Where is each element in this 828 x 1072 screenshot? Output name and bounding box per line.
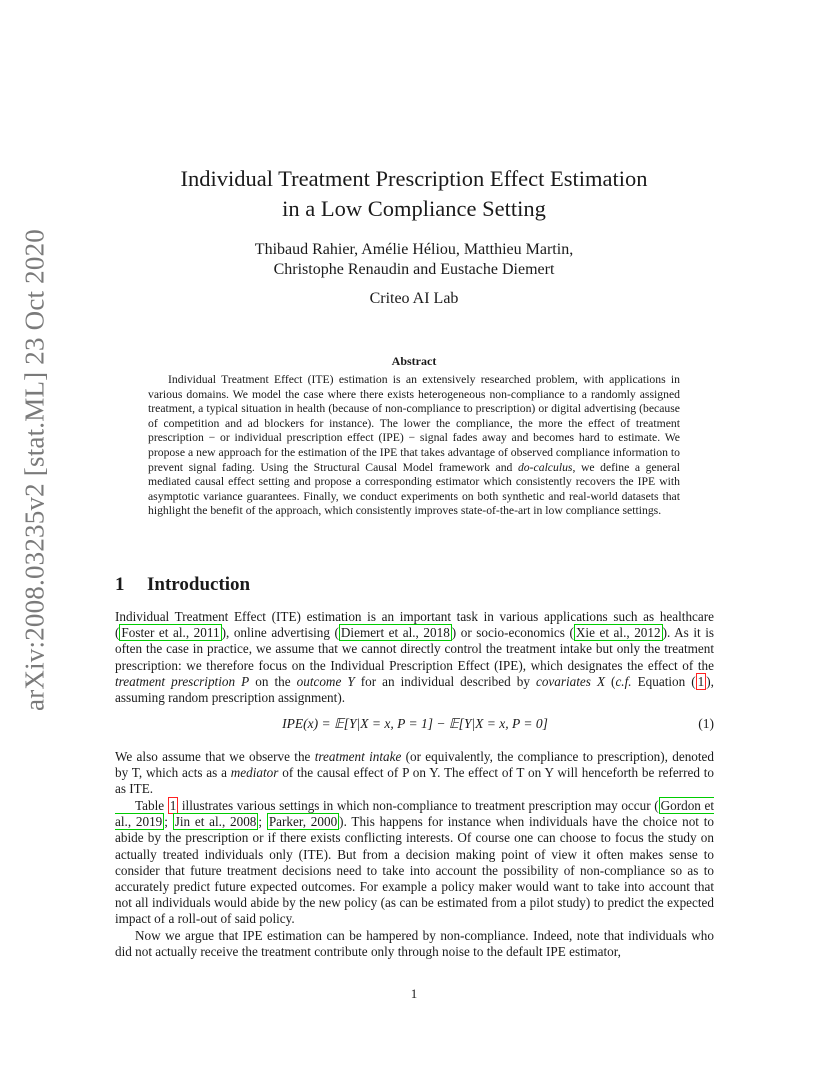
- abstract-body: [148, 373, 680, 519]
- text: We also assume that we observe the: [115, 749, 315, 764]
- citation-link[interactable]: Jin et al., 2008: [174, 814, 257, 830]
- equation-body: IPE(x) = 𝔼[Y|X = x, P = 1] − 𝔼[Y|X = x, P = 0]: [282, 716, 548, 731]
- paper-title: [120, 164, 708, 224]
- text: ). This happens for instance when individuals have the choice not to abide by the prescription or if there exists conflicting interests. Of course one can choose to focus the study on actually treated individuals only (ITE). But from a decision making point of view it often makes sense to consider that future treatment decisions need to take into account the possibility of non-compliance so as to accurately predict future expected outcomes. For example a policy maker would want to take into account that not all individuals would abide by the new policy (as can be estimated from a pilot study) to predict the expected impact of a roll-out of said policy.: [115, 814, 714, 927]
- authors-line-1: Thibaud Rahier, Amélie Héliou, Matthieu Martin,: [254, 241, 574, 258]
- text: Individual Treatment Effect (ITE) estimation is an important task in various applications such as healthcare (: [115, 609, 714, 641]
- title-line-2: in a Low Compliance Setting: [282, 196, 546, 221]
- text: ), online advertising (: [221, 625, 339, 641]
- authors-line-2: Christophe Renaudin and Eustache Diemert: [273, 261, 555, 278]
- section-number: 1: [115, 574, 125, 595]
- abstract-text-b: , we define a general mediated causal effect setting and propose a corresponding estimator which consistently recovers the IPE with asymptotic variance guarantees. Finally, we conduct experiments on both synthetic and real-world datasets that highlight the benefit of the approach, which consistently improves state-of-the-art in low compliance settings.: [148, 460, 680, 518]
- text: on the: [249, 673, 297, 689]
- emphasis: treatment intake: [314, 749, 402, 764]
- citation-link[interactable]: Xie et al., 2012: [575, 625, 661, 641]
- citation-link[interactable]: Foster et al., 2011: [121, 625, 220, 641]
- text: ;: [164, 814, 173, 830]
- text: illustrates various settings in which non-compliance to treatment prescription may occur (: [178, 798, 659, 813]
- intro-paragraph-2: [115, 749, 714, 798]
- equation-number: (1): [698, 716, 714, 731]
- title-line-1: Individual Treatment Prescription Effect Estimation: [180, 166, 648, 191]
- text: ). As it is often the case in practice, we assume that we cannot directly control the treatment intake but only the treatment prescription: we therefore focus on the Individual Prescription Effect (IPE), which designates the effect of the: [115, 625, 715, 673]
- text: (or equivalently, the compliance to prescription), denoted by T, which acts as a: [115, 749, 714, 781]
- citation-link[interactable]: Diemert et al., 2018: [340, 625, 450, 641]
- citation-link[interactable]: Parker, 2000: [268, 814, 338, 830]
- arxiv-identifier: arXiv:2008.03235v2 [stat.ML] 23 Oct 2020: [19, 229, 50, 711]
- author-list: [120, 240, 708, 280]
- table-ref-link[interactable]: 1: [169, 798, 177, 813]
- text: of the causal effect of P on Y. The effect of T on Y will henceforth be referred to as ITE.: [115, 765, 714, 797]
- intro-paragraph-3: [115, 798, 714, 928]
- text: for an individual described by: [354, 673, 536, 689]
- abstract-do-calculus: do-calculus: [517, 460, 573, 474]
- emphasis: treatment prescription P: [115, 673, 250, 689]
- citation-link[interactable]: Gordon et al., 2019: [115, 798, 714, 830]
- text: ), assuming random prescription assignment).: [115, 673, 714, 706]
- equation-ref-link[interactable]: 1: [697, 673, 705, 689]
- section-heading: [115, 574, 250, 596]
- text: ;: [258, 814, 267, 830]
- page-number: 1: [410, 986, 418, 1001]
- arxiv-sidebar: [10, 160, 60, 780]
- text: Equation (: [631, 673, 696, 689]
- emphasis: mediator: [230, 765, 279, 781]
- affiliation: Criteo AI Lab: [369, 290, 459, 307]
- emphasis: c.f.: [615, 673, 632, 689]
- abstract-text-a: Individual Treatment Effect (ITE) estimation is an extensively researched problem, with applications in various domains. We model the case where there exists heterogeneous non-compliance to a randomly assigned treatment, a typical situation in health (because of non-compliance to prescription) or digital advertising (because of competition and ad blockers for instance). The lower the compliance, the more the effect of treatment prescription − or individual prescription effect (IPE) − signal fades away and becomes hard to estimate. We propose a new approach for the estimation of the IPE that takes advantage of observed compliance information to prevent signal fading. Using the Structural Causal Model framework and: [148, 373, 680, 474]
- emphasis: outcome Y: [296, 673, 355, 689]
- text: (: [605, 673, 616, 689]
- intro-paragraph-1: [115, 609, 714, 706]
- intro-paragraph-4: Now we argue that IPE estimation can be hampered by non-compliance. Indeed, note that individuals who did not actually receive the treatment contribute only through noise to the default IPE estimator,: [115, 928, 714, 960]
- text: ) or socio-economics (: [451, 625, 574, 641]
- text: Table: [135, 798, 168, 813]
- abstract-heading: Abstract: [391, 354, 437, 368]
- section-title: Introduction: [147, 574, 251, 595]
- emphasis: covariates X: [535, 673, 606, 689]
